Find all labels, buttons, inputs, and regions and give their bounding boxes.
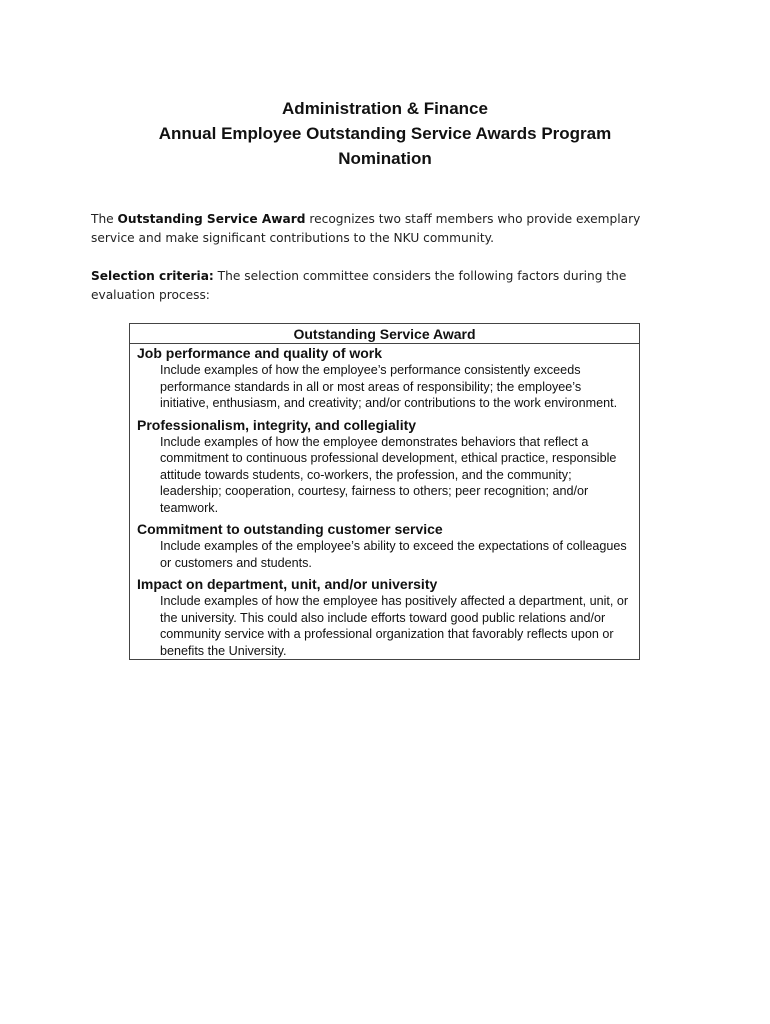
selection-criteria-label: Selection criteria: [91, 269, 214, 283]
criteria-table [129, 323, 640, 660]
header-department: Administration & Finance [282, 99, 488, 118]
criterion-heading: Commitment to outstanding customer service [137, 521, 443, 537]
header-program-title: Annual Employee Outstanding Service Awards Program [158, 124, 612, 143]
award-description-paragraph [91, 210, 681, 248]
criterion-heading: Job performance and quality of work [137, 345, 383, 361]
selection-criteria-paragraph [91, 267, 681, 305]
selection-criteria-text: The selection committee considers the following factors during the evaluation process: [91, 269, 627, 302]
award-description-prefix: The [91, 212, 118, 226]
award-name: Outstanding Service Award [117, 212, 306, 226]
criterion-customer-service [130, 521, 639, 571]
criterion-description: Include examples of the employee’s ability to exceed the expectations of colleagues or customers and students. [160, 539, 627, 570]
header-form-type: Nomination [338, 149, 432, 168]
criterion-description: Include examples of how the employee demonstrates behaviors that reflect a commitment to continuous professional development, ethical practice, responsible attitude towards students, co-workers, the profession, and the community; leadership; cooperation, courtesy, fairness to others; peer recognition; and/or teamwork. [160, 434, 617, 515]
award-description-text: recognizes two staff members who provide exemplary service and make significant contributions to the NKU community. [91, 212, 641, 245]
criterion-impact [130, 576, 639, 659]
criterion-heading: Professionalism, integrity, and collegiality [137, 416, 417, 433]
criterion-description: Include examples of how the employee has positively affected a department, unit, or the university. This could also include efforts toward good public relations and/or community service with a professional organization that favorably reflects upon or benefits the University. [160, 594, 629, 658]
document-header [0, 96, 770, 171]
criterion-heading: Impact on department, unit, and/or university [137, 576, 438, 592]
criterion-professionalism [130, 417, 639, 517]
criterion-job-performance [130, 345, 639, 412]
table-title: Outstanding Service Award [130, 324, 639, 344]
criterion-description: Include examples of how the employee’s performance consistently exceeds performance standards in all or most areas of responsibility; the employee’s initiative, enthusiasm, and creativity; and/or contributions to the work environment. [160, 363, 618, 410]
